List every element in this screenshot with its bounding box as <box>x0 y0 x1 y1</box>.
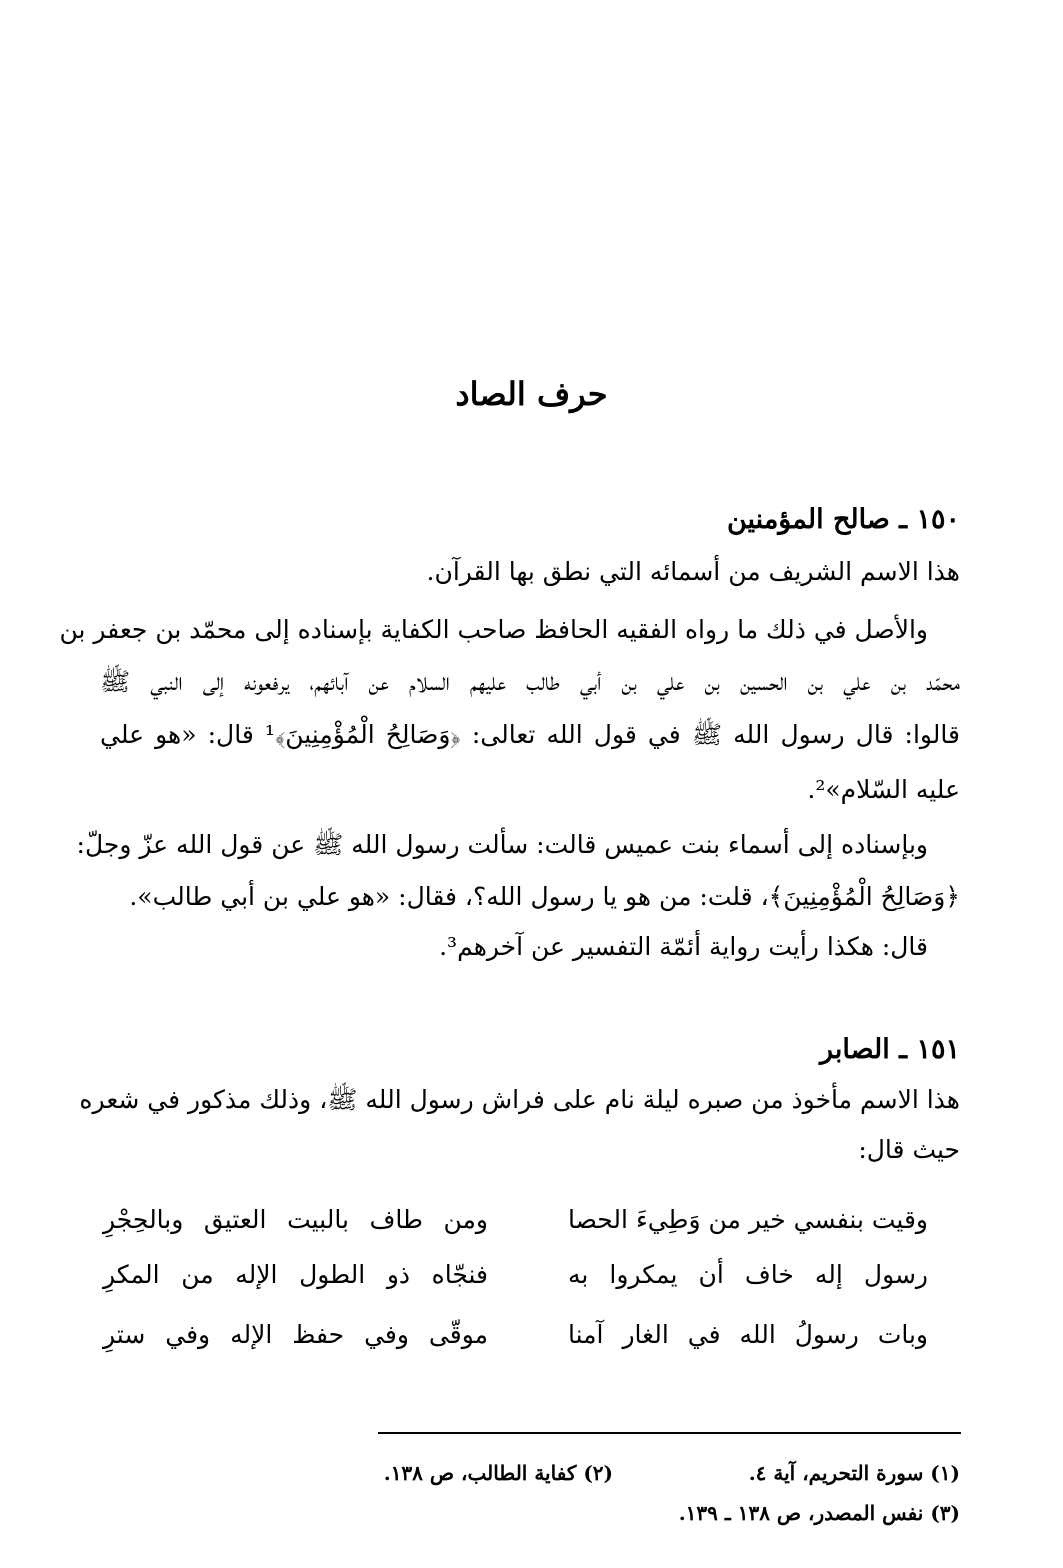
poem-hemistich-first: وبات رسولُ الله في الغار آمنا <box>568 1320 928 1349</box>
paragraph-line: قالوا: قال رسول الله ﷺ في قول الله تعالى: ﴿وَصَالِحُ الْمُؤْمِنِينَ﴾¹ قال: «هو علي <box>100 720 960 749</box>
poem-hemistich-second: فنجّاه ذو الطول الإله من المكرِ <box>103 1260 488 1289</box>
paragraph-line: حيث قال: <box>858 1135 960 1164</box>
paragraph-line: عليه السّلام»². <box>807 775 960 804</box>
poem-hemistich-second: ومن طاف بالبيت العتيق وبالحِجْرِ <box>103 1205 488 1234</box>
poem-hemistich-first: رسول إله خاف أن يمكروا به <box>568 1260 928 1289</box>
poem-hemistich-second: موقّى وفي حفظ الإله وفي سترِ <box>103 1320 488 1349</box>
poem-hemistich-first: وقيت بنفسي خير من وَطِيءَ الحصا <box>568 1205 928 1234</box>
chapter-title: حرف الصاد <box>455 375 608 413</box>
paragraph-line: ﴿وَصَالِحُ الْمُؤْمِنِينَ﴾، قلت: من هو يا رسول الله؟، فقال: «هو علي بن أبي طالب». <box>129 882 960 911</box>
footnote-divider <box>378 1432 961 1434</box>
paragraph-line: هذا الاسم مأخوذ من صبره ليلة نام على فراش رسول الله ﷺ، وذلك مذكور في شعره <box>79 1085 960 1114</box>
footnote-2: (٢) كفاية الطالب، ص ١٣٨. <box>383 1461 613 1485</box>
entry-heading-151: ١٥١ ـ الصابر <box>819 1034 960 1065</box>
paragraph-line: هذا الاسم الشريف من أسمائه التي نطق بها القرآن. <box>426 557 960 586</box>
paragraph-line: وبإسناده إلى أسماء بنت عميس قالت: سألت رسول الله ﷺ عن قول الله عزّ وجلّ: <box>76 830 928 859</box>
entry-heading-150: ١٥٠ ـ صالح المؤمنين <box>726 504 960 535</box>
footnote-1: (١) سورة التحريم، آية ٤. <box>748 1461 960 1485</box>
paragraph-line: قال: هكذا رأيت رواية أئمّة التفسير عن آخرهم³. <box>439 932 928 961</box>
paragraph-line: والأصل في ذلك ما رواه الفقيه الحافظ صاحب الكفاية بإسناده إلى محمّد بن جعفر بن <box>59 615 928 644</box>
footnote-3: (٣) نفس المصدر، ص ١٣٨ ـ ١٣٩. <box>678 1501 960 1525</box>
paragraph-line: محمّد بن علي بن الحسين بن علي بن أبي طالب عليهم السلام عن آبائهم، يرفعونه إلى النبي ﷺ <box>100 667 960 696</box>
